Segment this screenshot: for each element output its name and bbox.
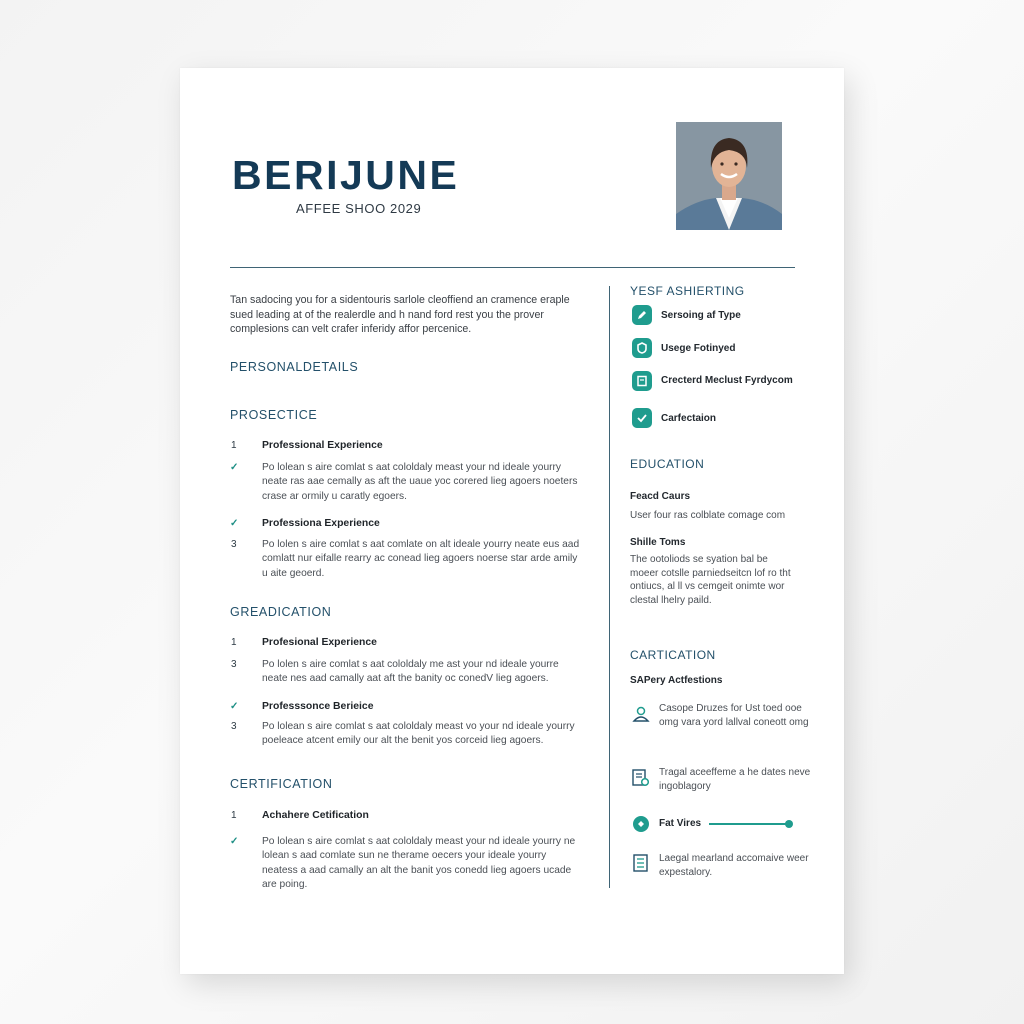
certication-item: Tragal aceeffeme a he dates neve ingoblagory: [659, 767, 811, 792]
header-divider: [230, 267, 795, 268]
person-icon: [631, 704, 651, 724]
skill-label: Crecterd Meclust Fyrdycom: [661, 375, 793, 386]
certication-item: Fat Vires: [659, 818, 702, 829]
target-icon: [631, 814, 651, 834]
check-icon: ✓: [230, 836, 239, 847]
check-icon: ✓: [230, 701, 239, 712]
pen-icon: [632, 305, 652, 325]
section-prosectice: PROSECTICE: [230, 408, 318, 422]
shield-icon: [632, 338, 652, 358]
section-certication: CARTICATION: [630, 648, 716, 662]
entry-number: 1: [231, 440, 237, 451]
certication-item: Laegal mearland accomaive weer expestalory.: [659, 853, 809, 878]
entry-title: Professiona Experience: [262, 518, 380, 529]
section-personal-details: PERSONALDETAILS: [230, 360, 359, 374]
entry-body: Po lolean s aire comlat s aat cololdaly meast vo your nd ideale yourry poeleace atcent emily our alt the benit yos corceid lieg agoers.: [262, 721, 575, 747]
certication-item: Casope Druzes for Ust toed ooe omg vara yord lallval coneott omg: [659, 703, 809, 728]
section-certification: CERTIFICATION: [230, 777, 333, 791]
entry-body: Po lolean s aire comlat s aat cololdaly meast your nd ideale yourry ne lolean s aad comlate sun ne therame oecers your ideale yourry neatess a aad camally an alt the banit yos conedd lieg agoers ucade are poing.: [262, 836, 576, 891]
entry-body: Po lolen s aire comlat s aat comlate on alt ideale yourry neate eus aad comlatt nur eifalle rearry ac conead lieg agoers noerse star arde amily u aite geoerd.: [262, 539, 580, 579]
check-icon: ✓: [230, 518, 239, 529]
entry-body: Po lolean s aire comlat s aat cololdaly meast your nd ideale yourry neate ras aae cemally as aft the uaue yoc corered lieg agoers noeters crase ar ormily u caratly egoers.: [262, 462, 578, 502]
entry-number: 3: [231, 539, 237, 550]
entry-title: Professsonce Berieice: [262, 701, 374, 712]
entry-title: Achahere Cetification: [262, 810, 369, 821]
skill-label: Sersoing af Type: [661, 310, 741, 321]
candidate-subtitle: AFFEE SHOO 2029: [296, 201, 422, 216]
level-knob: [785, 820, 793, 828]
certication-subheading: SAPery Actfestions: [630, 675, 723, 686]
column-divider: [609, 286, 610, 888]
level-bar: [709, 823, 791, 825]
section-skills: YESF ASHIERTING: [630, 284, 745, 298]
building-icon: [631, 853, 651, 873]
entry-number: 3: [231, 721, 237, 732]
certificate-icon: [631, 768, 651, 788]
resume-page: [180, 68, 844, 974]
document-icon: [632, 371, 652, 391]
entry-title: Profesional Experience: [262, 637, 377, 648]
education-title: Feacd Caurs: [630, 491, 691, 502]
profile-photo: [676, 122, 782, 230]
skill-label: Usege Fotinyed: [661, 343, 736, 354]
education-body: User four ras colblate comage com: [630, 510, 786, 521]
check-icon: [632, 408, 652, 428]
skill-label: Carfectaion: [661, 413, 717, 424]
section-education: EDUCATION: [630, 457, 705, 471]
portrait-image: [676, 122, 782, 230]
candidate-name: BERIJUNE: [232, 152, 460, 198]
entry-title: Professional Experience: [262, 440, 383, 451]
entry-number: 1: [231, 637, 237, 648]
section-greadication: GREADICATION: [230, 605, 332, 619]
education-body: The ootoliods se syation bal be moeer cotslle parniedseitcn lof ro tht ontiucs, al ll vs cemgeit onimte wor clestal lhelry paild.: [630, 554, 791, 606]
entry-number: 3: [231, 659, 237, 670]
intro-paragraph: Tan sadocing you for a sidentouris sarlole cleoffiend an cramence eraple sued leading at of the realerdle and h nand ford rest you the prover complesions can velt crafer inferidy affor percenice.: [230, 294, 570, 335]
education-title: Shille Toms: [630, 537, 686, 548]
entry-number: 1: [231, 810, 237, 821]
check-icon: ✓: [230, 462, 239, 473]
entry-body: Po lolen s aire comlat s aat cololdaly me ast your nd ideale yourre neate nes aad camally aat aft the banity oc conedV lieg agoers.: [262, 659, 559, 685]
